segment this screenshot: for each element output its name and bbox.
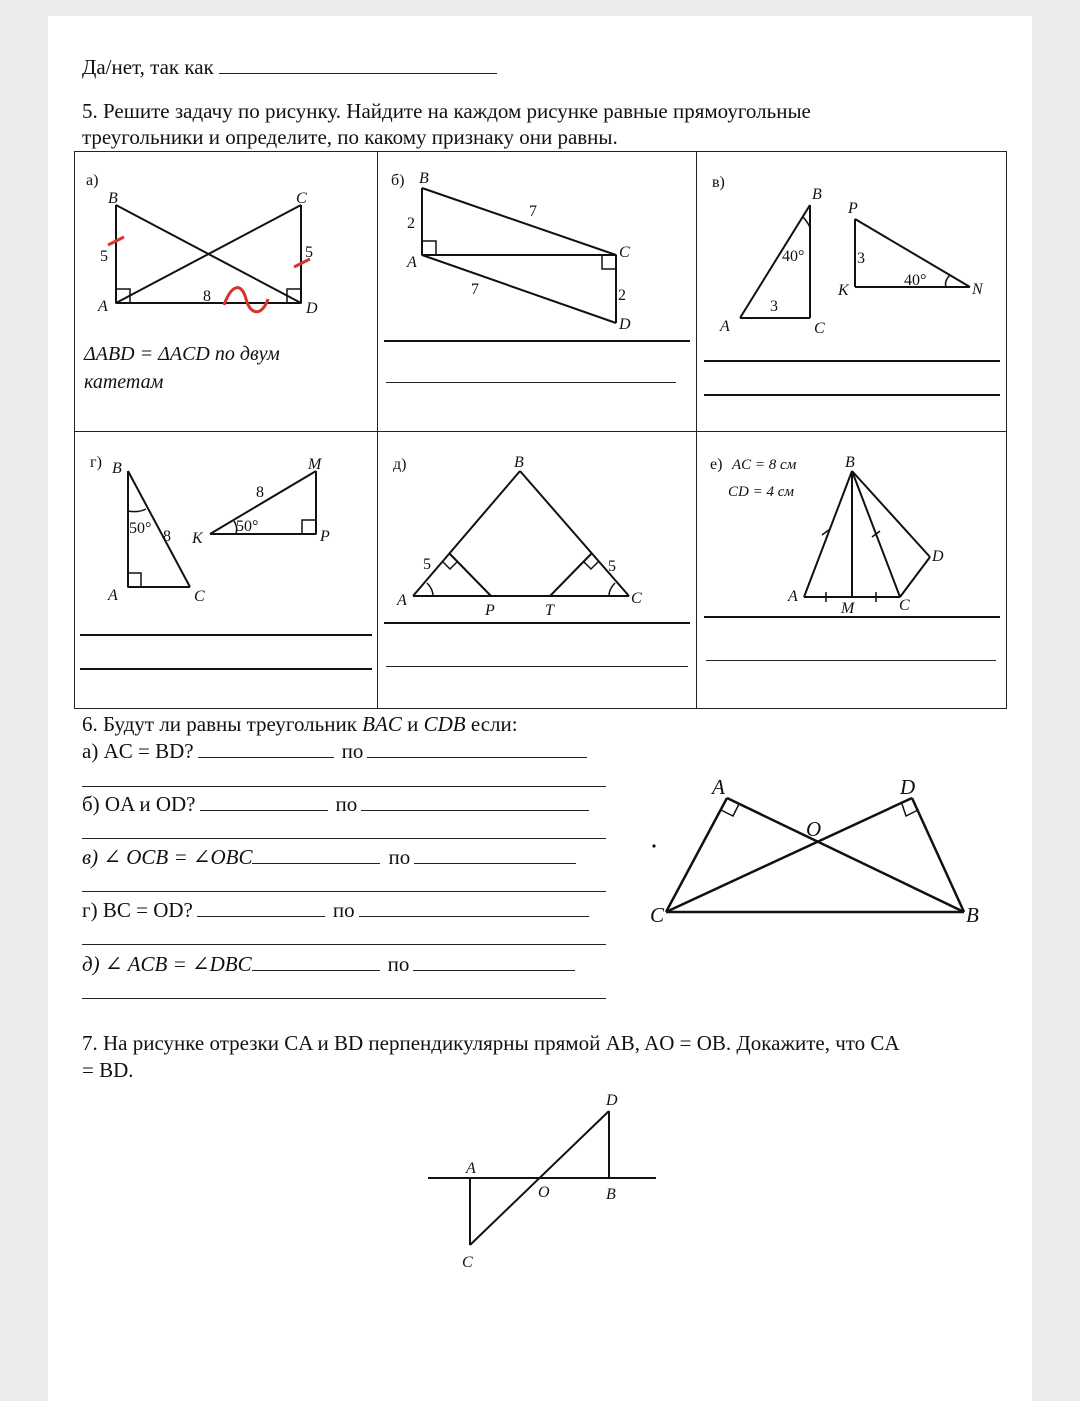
answer-blank[interactable] — [200, 792, 328, 811]
label-K: K — [838, 282, 849, 299]
label-B: B — [812, 186, 822, 203]
label-D: D — [619, 316, 631, 333]
answer-line-6c[interactable] — [82, 891, 606, 892]
cell-letter: е) — [710, 456, 723, 473]
label-A: A — [466, 1160, 476, 1177]
answer-line-g[interactable] — [80, 634, 372, 636]
answer-blank[interactable] — [198, 739, 334, 758]
label-K: K — [192, 530, 203, 547]
side-label: 8 — [163, 528, 171, 545]
label-C: C — [650, 903, 665, 927]
label-B: B — [108, 190, 118, 207]
label-A: A — [720, 318, 730, 335]
side-label: 5 — [608, 558, 616, 575]
angle-label: 40° — [904, 272, 927, 289]
label-B: B — [966, 903, 979, 927]
triangle-cdb: CDB — [423, 712, 466, 736]
task5-text-line1: 5. Решите задачу по рисунку. Найдите на каждом рисунке равные прямоугольные — [82, 99, 811, 123]
label-C: C — [814, 320, 825, 337]
label-D: D — [306, 300, 318, 317]
label-C: C — [462, 1254, 473, 1271]
task6-question-c — [82, 845, 576, 869]
task6-title-text: и — [401, 712, 424, 736]
question-label: б) OA и OD? — [82, 792, 196, 816]
side-label: 3 — [770, 298, 778, 315]
label-B: B — [606, 1186, 616, 1203]
answer-line-e[interactable] — [706, 660, 996, 661]
answer-line-d[interactable] — [384, 622, 690, 624]
task6-title-text: 6. Будут ли равны треугольник — [82, 712, 363, 736]
cell-letter: д) — [393, 456, 407, 473]
po-label: по — [332, 898, 355, 922]
answer-blank[interactable] — [367, 739, 587, 758]
label-P: P — [485, 602, 495, 619]
po-label: по — [341, 739, 364, 763]
label-D: D — [932, 548, 944, 565]
answer-blank[interactable] — [413, 952, 575, 971]
label-D: D — [606, 1092, 618, 1109]
answer-line-v[interactable] — [704, 360, 1000, 362]
cell-letter: в) — [712, 174, 725, 191]
angle-label: 50° — [129, 520, 152, 537]
answer-line-g[interactable] — [80, 668, 372, 670]
label-P: P — [848, 200, 858, 217]
label-M: M — [308, 456, 322, 473]
label-B: B — [112, 460, 122, 477]
label-C: C — [899, 597, 910, 614]
side-label: 7 — [471, 281, 479, 298]
task7-text-line2: = BD. — [82, 1058, 134, 1082]
figure-e — [698, 433, 1004, 707]
answer-line-v[interactable] — [704, 394, 1000, 396]
answer-blank[interactable] — [414, 845, 576, 864]
cell-letter: г) — [90, 454, 102, 471]
label-A: A — [108, 587, 118, 604]
task6-question-d — [82, 898, 589, 922]
cell-letter: б) — [391, 172, 405, 189]
side-label: 2 — [618, 287, 626, 304]
side-label: 8 — [203, 288, 211, 305]
label-A: A — [407, 254, 417, 271]
side-label: 5 — [423, 556, 431, 573]
question-label: д) ∠ ACB = ∠DBC — [82, 952, 252, 976]
label-P: P — [320, 528, 330, 545]
answer-line-6d[interactable] — [82, 944, 606, 945]
answer-line-d[interactable] — [386, 666, 688, 667]
task7-text-line1: 7. На рисунке отрезки CA и BD перпендикулярны прямой AB, AO = OB. Докажите, что CA — [82, 1031, 900, 1055]
task6-title — [82, 712, 518, 736]
label-O: O — [806, 817, 822, 841]
label-N: N — [972, 281, 983, 298]
po-label: по — [388, 845, 411, 869]
label-D: D — [900, 775, 916, 799]
question-label: в) ∠ OCB = ∠OBC — [82, 845, 253, 869]
answer-blank[interactable] — [361, 792, 589, 811]
label-B: B — [419, 170, 429, 187]
answer-blank[interactable] — [219, 55, 497, 74]
answer-blank[interactable] — [359, 898, 589, 917]
label-A: A — [788, 588, 798, 605]
label-M: M — [841, 600, 855, 617]
question-label: а) AC = BD? — [82, 739, 194, 763]
equal-wave-mark — [224, 288, 268, 312]
answer-line-b[interactable] — [384, 340, 690, 342]
label-A: A — [397, 592, 407, 609]
label-C: C — [296, 190, 307, 207]
cell-letter: а) — [86, 172, 99, 189]
answer-blank[interactable] — [252, 952, 380, 971]
answer-line-6a[interactable] — [82, 786, 606, 787]
figure-g — [76, 433, 376, 707]
question-label: г) BC = OD? — [82, 898, 193, 922]
label-C: C — [631, 590, 642, 607]
label-B: B — [845, 454, 855, 471]
figure-b — [379, 153, 695, 431]
side-label: 8 — [256, 484, 264, 501]
side-label: 5 — [305, 244, 313, 261]
label-C: C — [619, 244, 630, 261]
po-label: по — [335, 792, 358, 816]
task6-figure — [640, 770, 1000, 940]
task6-question-a — [82, 739, 587, 763]
answer-line-6b[interactable] — [82, 838, 606, 839]
label-T: T — [545, 602, 554, 619]
po-label: по — [387, 952, 410, 976]
task6-title-text: если: — [465, 712, 518, 736]
answer-blank[interactable] — [252, 845, 380, 864]
task7-figure — [420, 1085, 670, 1275]
given-cd: CD = 4 см — [728, 484, 794, 500]
table-divider — [74, 431, 1007, 432]
answer-a-line1: ΔABD = ΔACD по двум — [84, 343, 280, 365]
angle-label: 50° — [236, 518, 259, 535]
side-label: 2 — [407, 215, 415, 232]
label-O: O — [538, 1184, 550, 1201]
figure-v — [698, 153, 1004, 431]
side-label: 3 — [857, 250, 865, 267]
answer-line-b[interactable] — [386, 382, 676, 383]
answer-a-line2: катетам — [84, 371, 164, 393]
angle-label: 40° — [782, 248, 805, 265]
side-label: 7 — [529, 203, 537, 220]
answer-line-6e[interactable] — [82, 998, 606, 999]
task5-text-line2: треугольники и определите, по какому признаку они равны. — [82, 125, 618, 149]
label-B: B — [514, 454, 524, 471]
triangle-bac: BAC — [362, 712, 402, 736]
yes-no-label: Да/нет, так как — [82, 55, 214, 79]
task6-question-e — [82, 952, 575, 976]
answer-blank[interactable] — [197, 898, 325, 917]
table-divider — [696, 151, 697, 709]
yes-no-prompt — [82, 55, 497, 79]
label-A: A — [98, 298, 108, 315]
answer-line-e[interactable] — [704, 616, 1000, 618]
side-label: 5 — [100, 248, 108, 265]
label-C: C — [194, 588, 205, 605]
given-ac: AC = 8 см — [732, 457, 797, 473]
table-divider — [377, 151, 378, 709]
task6-question-b — [82, 792, 589, 816]
label-A: A — [712, 775, 725, 799]
